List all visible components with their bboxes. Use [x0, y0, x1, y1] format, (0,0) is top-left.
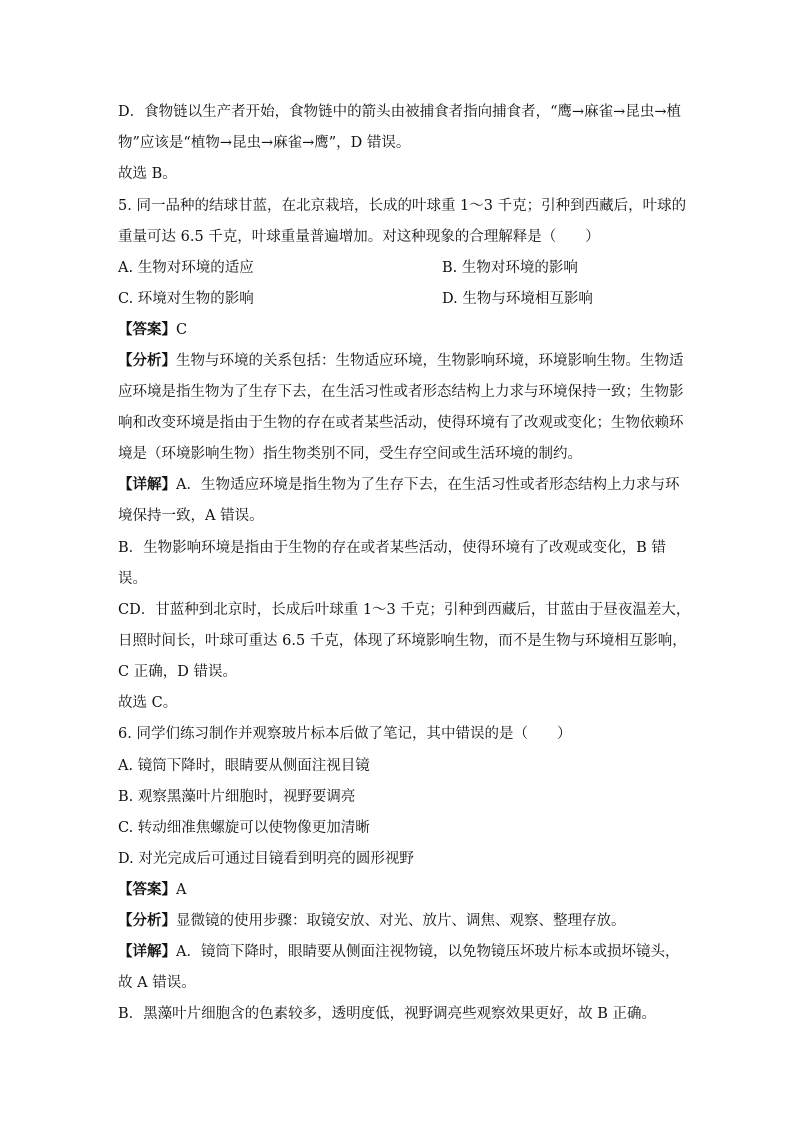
q6-option-d: D. 对光完成后可通过目镜看到明亮的圆形视野: [118, 851, 414, 867]
explanation-d-line-1: D．食物链以生产者开始，食物链中的箭头由被捕食者指向捕食者，“鹰→麻雀→昆虫→植: [118, 104, 681, 120]
q5-option-b: B. 生物对环境的影响: [442, 260, 578, 276]
q6-analysis: [118, 911, 626, 931]
q6-option-a: A. 镜筒下降时，眼睛要从侧面注视目镜: [118, 758, 370, 774]
q5-detail-line-5: CD．甘蓝种到北京时，长成后叶球重 1～3 千克；引种到西藏后，甘蓝由于昼夜温差大，: [118, 602, 691, 618]
q4-choice-line: 故选 B。: [118, 166, 177, 182]
analysis-tag: 【分析】: [118, 352, 176, 369]
q5-option-c: C. 环境对生物的影响: [118, 291, 254, 307]
q6-option-b: B. 观察黑藻叶片细胞时，视野要调亮: [118, 789, 356, 805]
explanation-d-line-2: 物”应该是“植物→昆虫→麻雀→鹰”，D 错误。: [118, 135, 411, 151]
q6-detail-line-3: B．黑藻叶片细胞含的色素较多，透明度低，视野调亮些观察效果更好，故 B 正确。: [118, 1006, 657, 1022]
q6-detail-line-2: 故 A 错误。: [118, 975, 196, 991]
q5-detail-line-6: 日照时间长，叶球可重达 6.5 千克，体现了环境影响生物，而不是生物与环境相互影响，: [118, 633, 687, 649]
q5-detail-line-7: C 正确，D 错误。: [118, 664, 237, 680]
detail-text: A．生物适应环境是指生物为了生存下去，在生活习性或者形态结构上力求与环: [176, 477, 680, 493]
q5-option-d: D. 生物与环境相互影响: [442, 291, 593, 307]
q5-detail-line-4: 误。: [118, 571, 147, 587]
q5-detail-line-1: [118, 475, 679, 495]
q5-analysis-line-4: 境是（环境影响生物）指生物类别不同，受生存空间或生活环境的制约。: [118, 446, 582, 462]
answer-text: C: [176, 322, 188, 338]
detail-tag: 【详解】: [118, 943, 176, 960]
q5-answer: [118, 320, 187, 340]
q5-stem-line-2: 重量可达 6.5 千克，叶球重量普遍增加。对这种现象的合理解释是（ ）: [118, 229, 600, 245]
q6-detail-line-1: [118, 942, 679, 962]
q5-stem-line-1: 5. 同一品种的结球甘蓝，在北京栽培，长成的叶球重 1～3 千克；引种到西藏后，叶球的: [118, 198, 687, 214]
q6-option-c: C. 转动细准焦螺旋可以使物像更加清晰: [118, 820, 370, 836]
analysis-tag: 【分析】: [118, 912, 176, 929]
q5-analysis-line-3: 响和改变环境是指由于生物的存在或者某些活动，使得环境有了改观或变化；生物依赖环: [118, 415, 684, 431]
q6-answer: [118, 880, 186, 900]
answer-tag: 【答案】: [118, 881, 176, 898]
analysis-text: 显微镜的使用步骤：取镜安放、对光、放片、调焦、观察、整理存放。: [176, 913, 626, 929]
detail-text: A．镜筒下降时，眼睛要从侧面注视物镜，以免物镜压坏玻片标本或损坏镜头，: [176, 944, 680, 960]
q5-option-a: A. 生物对环境的适应: [118, 260, 254, 276]
answer-tag: 【答案】: [118, 321, 176, 338]
q5-detail-line-2: 境保持一致，A 错误。: [118, 508, 264, 524]
answer-text: A: [176, 882, 187, 898]
detail-tag: 【详解】: [118, 476, 176, 493]
q6-stem: 6. 同学们练习制作并观察玻片标本后做了笔记，其中错误的是（ ）: [118, 726, 572, 742]
q5-analysis-line-2: 应环境是指生物为了生存下去，在生活习性或者形态结构上力求与环境保持一致；生物影: [118, 384, 684, 400]
analysis-text: 生物与环境的关系包括：生物适应环境，生物影响环境，环境影响生物。生物适: [176, 353, 684, 369]
q5-detail-line-3: B．生物影响环境是指由于生物的存在或者某些活动，使得环境有了改观或变化，B 错: [118, 540, 666, 556]
q5-analysis-line-1: [118, 351, 684, 371]
q5-choice-line: 故选 C。: [118, 695, 178, 711]
